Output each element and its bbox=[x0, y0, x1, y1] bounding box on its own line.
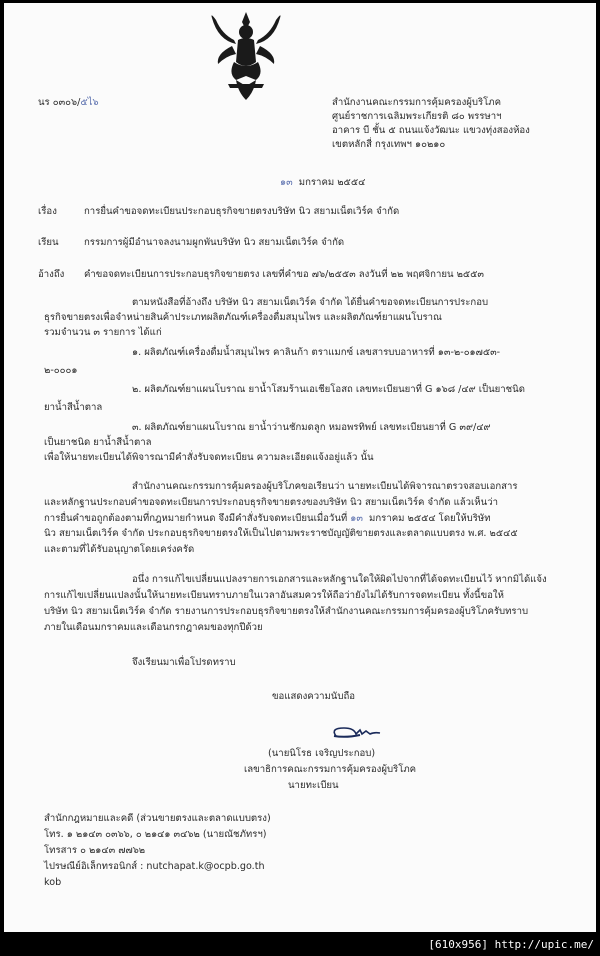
reference-label: อ้างถึง bbox=[38, 269, 65, 280]
para1-line-1: ตามหนังสือที่อ้างถึง บริษัท นิว สยามเน็ตเวิร์ค จำกัด ได้ยื่นคำขอจดทะเบียนการประกอบ bbox=[132, 297, 489, 308]
item-2-line-2: ยาน้ำสีน้ำตาล bbox=[44, 402, 103, 413]
para3-line-4: ภายในเดือนมกราคมและเดือนกรกฎาคมของทุกปีด้วย bbox=[44, 622, 263, 633]
image-host-watermark: [610x956] http://upic.me/ bbox=[428, 938, 594, 951]
signatory-position: เลขาธิการคณะกรรมการคุ้มครองผู้บริโภค bbox=[244, 764, 417, 775]
para1-end: เพื่อให้นายทะเบียนได้พิจารณามีคำสั่งรับจดทะเบียน ความละเอียดแจ้งอยู่แล้ว นั้น bbox=[44, 452, 374, 463]
para1-line-3: รวมจำนวน ๓ รายการ ได้แก่ bbox=[44, 327, 162, 338]
to-label: เรียน bbox=[38, 237, 59, 248]
office-line-4: เขตหลักสี่ กรุงเทพฯ ๑๐๒๑๐ bbox=[332, 139, 446, 150]
para2-line-4: นิว สยามเน็ตเวิร์ค จำกัด ประกอบธุรกิจขายตรงให้เป็นไปตามพระราชบัญญัติขายตรงและตลาดแบบตรง พ.ศ. ๒๕๔๕ bbox=[44, 528, 518, 539]
para2-line-5: และตามที่ได้รับอนุญาตโดยเคร่งครัด bbox=[44, 544, 195, 555]
signature-scribble-icon bbox=[326, 724, 386, 740]
salutation: ขอแสดงความนับถือ bbox=[272, 691, 356, 702]
item-3-line-2: เป็นยาชนิด ยาน้ำสีน้ำตาล bbox=[44, 437, 152, 448]
closing-line: จึงเรียนมาเพื่อโปรดทราบ bbox=[132, 657, 236, 668]
contact-fax: โทรสาร ๐ ๒๑๔๓ ๗๗๖๒ bbox=[44, 845, 146, 856]
handwritten-day: ๑๓ bbox=[280, 177, 293, 188]
subject-text: การยื่นคำขอจดทะเบียนประกอบธุรกิจขายตรงบริษัท นิว สยามเน็ตเวิร์ค จำกัด bbox=[84, 206, 400, 217]
office-line-1: สำนักงานคณะกรรมการคุ้มครองผู้บริโภค bbox=[332, 97, 502, 108]
handwritten-ref: ๕ไ๖ bbox=[80, 97, 99, 108]
item-3-line-1: ๓. ผลิตภัณฑ์ยาแผนโบราณ ยาน้ำว่านชักมดลูก หมอพรทิพย์ เลขทะเบียนยาที่ G ๓๙/๔๙ bbox=[132, 422, 491, 433]
para3-line-1: อนึ่ง การแก้ไขเปลี่ยนแปลงรายการเอกสารและหลักฐานใดให้ผิดไปจากที่ได้จดทะเบียนไว้ หากมิได้แจ้ง bbox=[132, 574, 547, 585]
garuda-emblem-icon bbox=[208, 10, 284, 102]
signatory-role: นายทะเบียน bbox=[288, 780, 339, 791]
typist-initials: kob bbox=[44, 877, 62, 888]
para1-line-2: ธุรกิจขายตรงเพื่อจำหน่ายสินค้าประเภทผลิตภัณฑ์เครื่องดื่มสมุนไพร และผลิตภัณฑ์ยาแผนโบราณ bbox=[44, 312, 442, 323]
item-2-line-1: ๒. ผลิตภัณฑ์ยาแผนโบราณ ยาน้ำโสมร้านเอเชียโอสถ เลขทะเบียนยาที่ G ๑๖๘ /๔๙ เป็นยาชนิด bbox=[132, 384, 525, 395]
contact-phone: โทร. ๑ ๒๑๔๓ ๐๓๖๖, ๐ ๒๑๔๑ ๓๔๖๒ (นายณัชภัทรฯ) bbox=[44, 829, 267, 840]
signatory-name: (นายนิโรธ เจริญประกอบ) bbox=[268, 748, 376, 759]
to-text: กรรมการผู้มีอำนาจลงนามผูกพันบริษัท นิว สยามเน็ตเวิร์ค จำกัด bbox=[84, 237, 345, 248]
contact-department: สำนักกฎหมายและคดี (ส่วนขายตรงและตลาดแบบตรง) bbox=[44, 813, 271, 824]
para2-line-3: การยื่นคำขอถูกต้องตามที่กฎหมายกำหนด จึงมีคำสั่งรับจดทะเบียนเมื่อวันที่ ๑๓ มกราคม ๒๕๕๔ โดยให้บริษัท bbox=[44, 513, 491, 524]
reference-number: นร ๐๓๐๖/๕ไ๖ bbox=[38, 97, 99, 108]
office-line-3: อาคาร บี ชั้น ๕ ถนนแจ้งวัฒนะ แขวงทุ่งสองห้อง bbox=[332, 125, 530, 136]
reference-text: คำขอจดทะเบียนการประกอบธุรกิจขายตรง เลขที่คำขอ ๗๖/๒๕๕๓ ลงวันที่ ๒๒ พฤศจิกายน ๒๕๕๓ bbox=[84, 269, 484, 280]
para2-line-1: สำนักงานคณะกรรมการคุ้มครองผู้บริโภคขอเรียนว่า นายทะเบียนได้พิจารณาตรวจสอบเอกสาร bbox=[132, 481, 518, 492]
para3-line-3: บริษัท นิว สยามเน็ตเวิร์ค จำกัด รายงานการประกอบธุรกิจขายตรงให้สำนักงานคณะกรรมการคุ้มครองผู้บริโภครับทราบ bbox=[44, 606, 529, 617]
office-line-2: ศูนย์ราชการเฉลิมพระเกียรติ ๘๐ พรรษาฯ bbox=[332, 111, 502, 122]
item-1-line-2: ๒-๐๐๐๑ bbox=[44, 365, 78, 376]
para3-line-2: การแก้ไขเปลี่ยนแปลงนั้นให้นายทะเบียนทราบภายในเวลาอันสมควรให้ถือว่ายังไม่ได้รับการจดทะเบียน ทั้งนี้ขอให้ bbox=[44, 590, 504, 601]
para2-line-2: และหลักฐานประกอบคำขอจดทะเบียนการประกอบธุรกิจขายตรงของบริษัท นิว สยามเน็ตเวิร์ค จำกัด แล้วเห็นว่า bbox=[44, 497, 498, 508]
contact-email[interactable]: ไปรษณีย์อิเล็กทรอนิกส์ : nutchapat.k@ocpb.go.th bbox=[44, 861, 265, 872]
item-1-line-1: ๑. ผลิตภัณฑ์เครื่องดื่มน้ำสมุนไพร คาลินก้า ตราแมกซ์ เลขสารบบอาหารที่ ๑๓-๒-๐๑๗๕๓- bbox=[132, 347, 501, 358]
handwritten-day-2: ๑๓ bbox=[350, 513, 363, 524]
letter-date: ๑๓ มกราคม ๒๕๕๔ bbox=[280, 177, 366, 188]
subject-label: เรื่อง bbox=[38, 206, 57, 217]
